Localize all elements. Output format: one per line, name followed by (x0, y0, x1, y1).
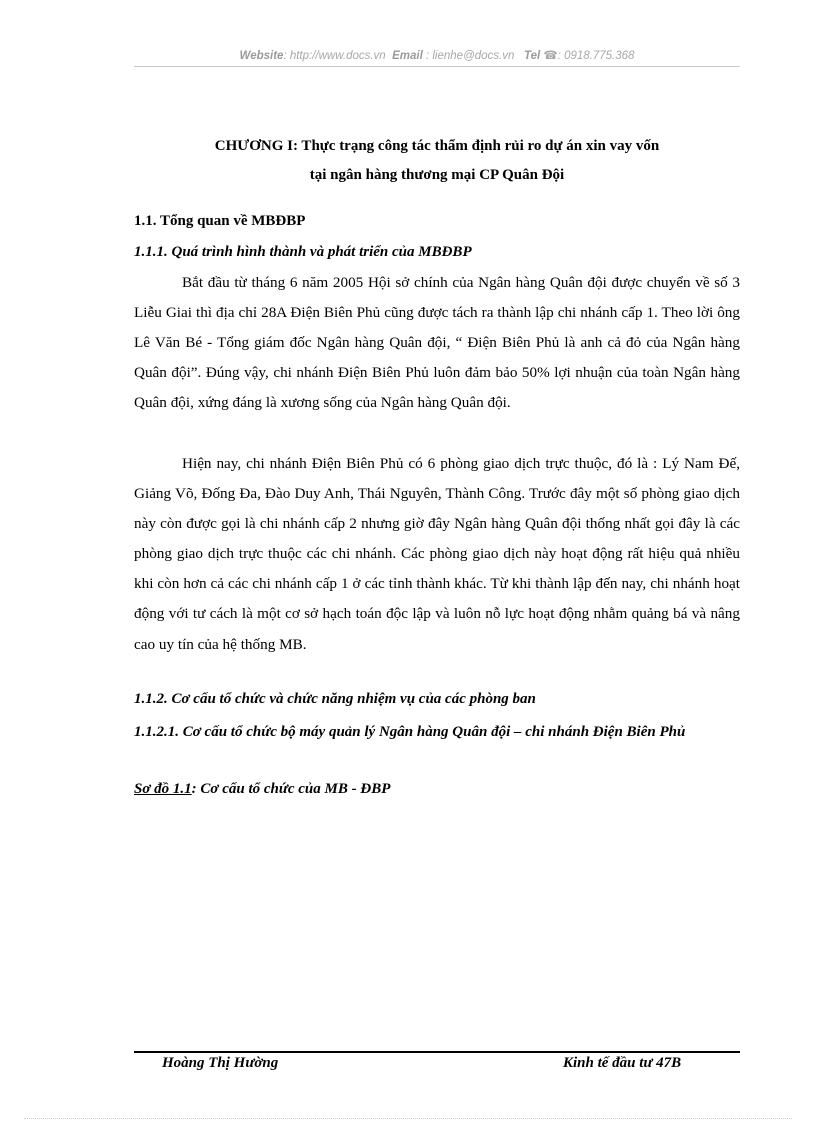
website-value: : http://www.docs.vn (283, 50, 386, 62)
header-divider (134, 66, 740, 67)
paragraph-branches: Hiện nay, chi nhánh Điện Biên Phủ có 6 phòng giao dịch trực thuộc, đó là : Lý Nam Đế, Giảng Võ, Đống Đa, Đào Duy Anh, Thái Nguyên, Thành Công. Trước đây một số phòng giao dịch này còn được gọi là chi nhánh cấp 2 nhưng giờ đây Ngân hàng Quân đội thống nhất gọi đây là các phòng giao dịch trực thuộc các chi nhánh. Các phòng giao dịch này hoạt động rất hiệu quả nhiều khi còn hơn cả các chi nhánh cấp 1 ở các tỉnh thành khác. Từ khi thành lập đến nay, chi nhánh hoạt động với tư cách là một cơ sở hạch toán độc lập và luôn nỗ lực hoạt động nhằm quảng bá và nâng cao uy tín của hệ thống MB. (134, 455, 740, 653)
section-heading-1-1: 1.1. Tổng quan về MBĐBP (134, 213, 306, 229)
email-value: : lienhe@docs.vn (425, 50, 515, 62)
chapter-title-line-2: tại ngân hàng thương mại CP Quân Đội (309, 167, 565, 183)
email-label: Email (392, 50, 423, 62)
footer-divider (134, 1051, 740, 1053)
page-bottom-border (24, 1118, 792, 1119)
chapter-title-line-1: CHƯƠNG I: Thực trạng công tác thẩm định rủi ro dự án xin vay vốn (214, 138, 660, 154)
tel-label: Tel (523, 50, 541, 62)
footer-author: Hoàng Thị Hường (162, 1055, 279, 1071)
chapter-title (134, 132, 740, 190)
footer-class: Kinh tế đầu tư 47B (563, 1055, 682, 1071)
diagram-caption (134, 778, 740, 800)
section-heading-1-1-2-1: 1.1.2.1. Cơ cấu tổ chức bộ máy quản lý Ngân hàng Quân đội – chi nhánh Điện Biên Phủ (134, 724, 686, 740)
paragraph-history: Bắt đầu từ tháng 6 năm 2005 Hội sở chính của Ngân hàng Quân đội được chuyển về số 3 Liễu Giai thì địa chỉ 28A Điện Biên Phủ cũng được tách ra thành lập chi nhánh cấp 1. Theo lời ông Lê Văn Bé - Tổng giám đốc Ngân hàng Quân đội, “ Điện Biên Phủ là anh cả đỏ của Ngân hàng Quân đội”. Đúng vậy, chi nhánh Điện Biên Phủ luôn đảm bảo 50% lợi nhuận của toàn Ngân hàng Quân đội, xứng đáng là xương sống của Ngân hàng Quân đội. (134, 274, 740, 412)
section-heading-1-1-2: 1.1.2. Cơ cấu tổ chức và chức năng nhiệm vụ của các phòng ban (134, 691, 536, 707)
website-label: Website (239, 50, 284, 62)
phone-icon: ☎ (543, 50, 558, 62)
tel-value: : 0918.775.368 (557, 50, 635, 62)
diagram-caption-text: : Cơ cấu tổ chức của MB - ĐBP (191, 781, 391, 797)
page-header (134, 48, 740, 62)
diagram-caption-label: Sơ đồ 1.1 (134, 781, 192, 797)
section-heading-1-1-1: 1.1.1. Quá trình hình thành và phát triển của MBĐBP (134, 244, 472, 260)
